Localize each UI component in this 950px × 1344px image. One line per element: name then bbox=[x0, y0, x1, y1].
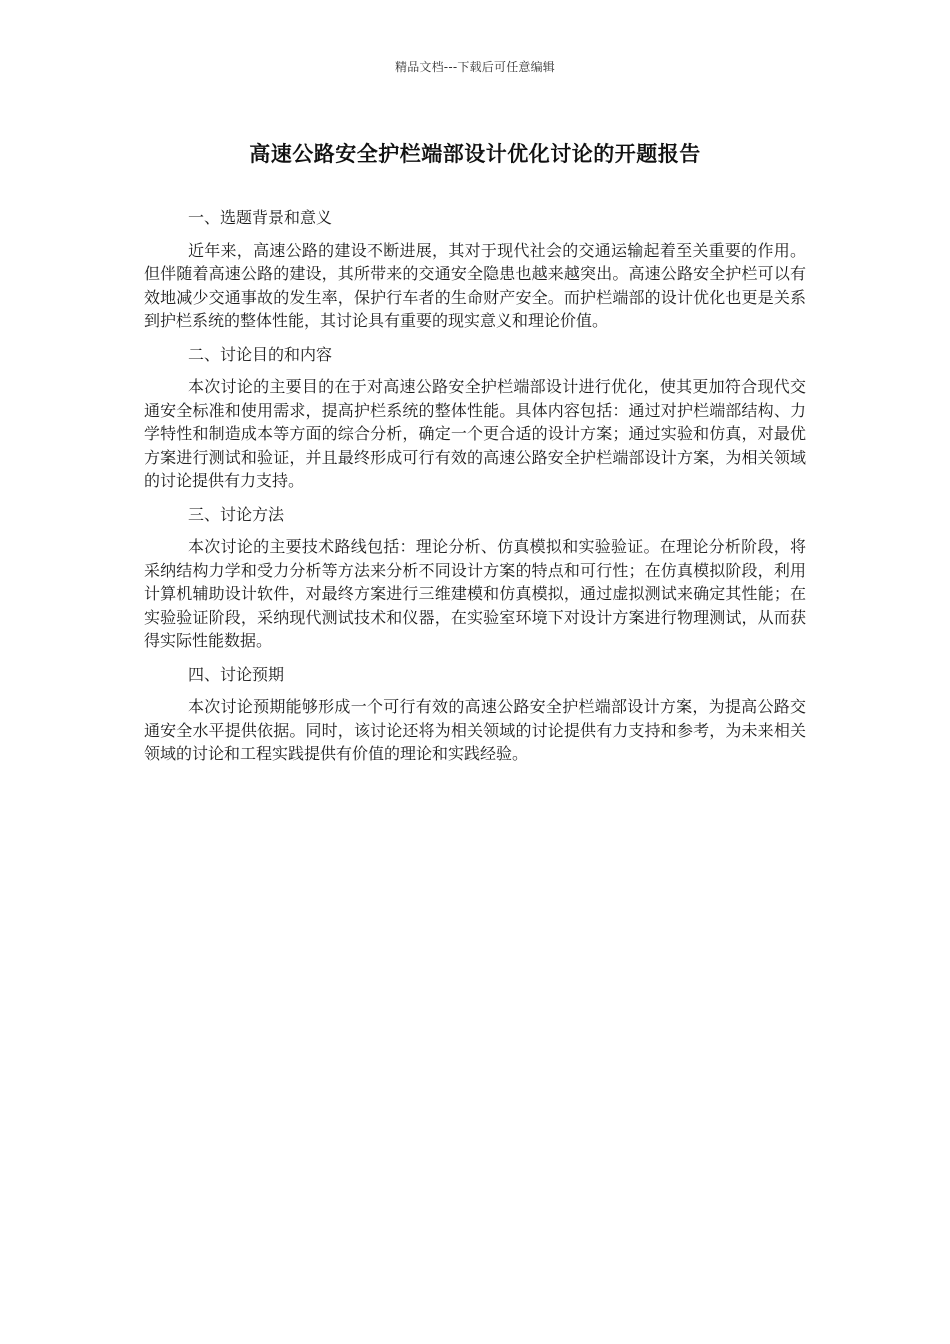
section-background bbox=[144, 206, 806, 333]
section-heading: 四、讨论预期 bbox=[188, 664, 285, 684]
section-paragraph: 本次讨论的主要目的在于对高速公路安全护栏端部设计进行优化，使其更加符合现代交通安全标准和使用需求，提高护栏系统的整体性能。具体内容包括：通过对护栏端部结构、力学特性和制造成本等方面的综合分析，确定一个更合适的设计方案；通过实验和仿真，对最优方案进行测试和验证，并且最终形成可行有效的高速公路安全护栏端部设计方案，为相关领域的讨论提供有力支持。 bbox=[144, 377, 806, 490]
section-paragraph: 本次讨论预期能够形成一个可行有效的高速公路安全护栏端部设计方案，为提高公路交通安全水平提供依据。同时，该讨论还将为相关领域的讨论提供有力支持和参考，为未来相关领域的讨论和工程实践提供有价值的理论和实践经验。 bbox=[144, 697, 806, 763]
header-note: 精品文档---下载后可任意编辑 bbox=[395, 60, 555, 74]
section-paragraph: 近年来，高速公路的建设不断进展，其对于现代社会的交通运输起着至关重要的作用。但伴随着高速公路的建设，其所带来的交通安全隐患也越来越突出。高速公路安全护栏可以有效地减少交通事故的发生率，保护行车者的生命财产安全。而护栏端部的设计优化也更是关系到护栏系统的整体性能，其讨论具有重要的现实意义和理论价值。 bbox=[144, 240, 806, 330]
section-heading: 二、讨论目的和内容 bbox=[188, 344, 333, 364]
section-paragraph: 本次讨论的主要技术路线包括：理论分析、仿真模拟和实验验证。在理论分析阶段，将采纳结构力学和受力分析等方法来分析不同设计方案的特点和可行性；在仿真模拟阶段，利用计算机辅助设计软件，对最终方案进行三维建模和仿真模拟，通过虚拟测试来确定其性能；在实验验证阶段，采纳现代测试技术和仪器，在实验室环境下对设计方案进行物理测试，从而获得实际性能数据。 bbox=[144, 537, 806, 650]
document-body bbox=[144, 206, 806, 776]
section-heading: 三、讨论方法 bbox=[188, 504, 285, 524]
document-title: 高速公路安全护栏端部设计优化讨论的开题报告 bbox=[249, 142, 701, 166]
section-objectives bbox=[144, 343, 806, 493]
section-heading: 一、选题背景和意义 bbox=[188, 208, 333, 227]
section-methods bbox=[144, 503, 806, 653]
section-expectations bbox=[144, 663, 806, 766]
